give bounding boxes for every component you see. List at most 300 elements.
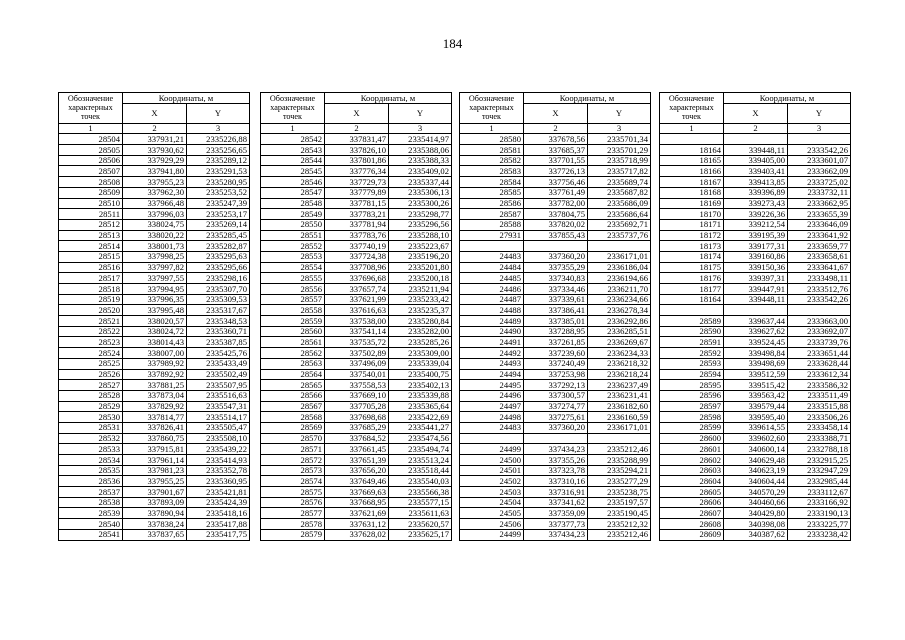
point-id: 28559 [261, 316, 325, 327]
table-row [660, 497, 851, 508]
table-row [460, 326, 651, 337]
point-id: 24489 [460, 316, 524, 327]
y-coordinate: 2335577,15 [389, 497, 452, 508]
x-coordinate: 337292,13 [524, 380, 588, 391]
y-coordinate: 2333739,76 [788, 337, 851, 348]
point-id: 24501 [460, 465, 524, 476]
x-coordinate: 337385,01 [524, 316, 588, 327]
x-coordinate: 337540,01 [325, 369, 389, 380]
y-coordinate: 2335282,00 [389, 326, 452, 337]
y-coordinate: 2335360,71 [187, 326, 250, 337]
coordinates-table-1 [58, 92, 250, 541]
table-row [660, 380, 851, 391]
x-coordinate: 337649,46 [325, 476, 389, 487]
column-number-3: 3 [588, 123, 651, 134]
point-id: 28606 [660, 497, 724, 508]
table-row [460, 262, 651, 273]
table-row [660, 412, 851, 423]
table-row [460, 497, 651, 508]
table-row [59, 241, 250, 252]
point-id: 28593 [660, 358, 724, 369]
point-id: 28552 [261, 241, 325, 252]
x-coordinate: 337781,15 [325, 198, 389, 209]
coordinates-header: Координаты, м [123, 93, 250, 104]
point-id: 28573 [261, 465, 325, 476]
x-coordinate: 337310,16 [524, 476, 588, 487]
x-coordinate: 338024,75 [123, 219, 187, 230]
table-row [261, 326, 452, 337]
table-row [460, 187, 651, 198]
y-coordinate: 2335400,75 [389, 369, 452, 380]
table-row [660, 529, 851, 540]
point-id: 28571 [261, 444, 325, 455]
y-coordinate: 2333511,49 [788, 390, 851, 401]
table-row [261, 166, 452, 177]
table-row [261, 358, 452, 369]
y-coordinate: 2333388,71 [788, 433, 851, 444]
y-coordinate: 2333515,88 [788, 401, 851, 412]
x-coordinate: 340623,19 [724, 465, 788, 476]
x-coordinate: 337698,68 [325, 412, 389, 423]
table-row [261, 241, 452, 252]
x-coordinate: 339579,44 [724, 401, 788, 412]
point-id: 28579 [261, 529, 325, 540]
point-id: 24491 [460, 337, 524, 348]
point-id: 28577 [261, 508, 325, 519]
x-coordinate: 337355,29 [524, 262, 588, 273]
y-coordinate: 2336171,01 [588, 251, 651, 262]
point-id: 28601 [660, 444, 724, 455]
table-row [660, 326, 851, 337]
y-coordinate: 2333506,26 [788, 412, 851, 423]
y-coordinate: 2335388,33 [389, 155, 452, 166]
point-id: 24485 [460, 273, 524, 284]
point-id: 28555 [261, 273, 325, 284]
y-header: Y [187, 103, 250, 123]
y-coordinate: 2335687,82 [588, 187, 651, 198]
point-id: 28594 [660, 369, 724, 380]
point-id: 28549 [261, 209, 325, 220]
x-coordinate: 337838,24 [123, 519, 187, 530]
x-coordinate: 337989,92 [123, 358, 187, 369]
y-coordinate: 2335212,46 [588, 444, 651, 455]
table-row [660, 390, 851, 401]
table-row [660, 134, 851, 145]
column-number-1: 1 [59, 123, 123, 134]
table-row [59, 455, 250, 466]
x-coordinate: 337966,48 [123, 198, 187, 209]
x-coordinate: 337740,19 [325, 241, 389, 252]
y-coordinate: 2335288,10 [389, 230, 452, 241]
table-row [59, 262, 250, 273]
point-id: 28505 [59, 145, 123, 156]
x-coordinate: 337997,55 [123, 273, 187, 284]
coordinates-table-2 [260, 92, 452, 541]
y-coordinate: 2336182,60 [588, 401, 651, 412]
table-row [59, 316, 250, 327]
x-header: X [524, 103, 588, 123]
x-coordinate: 337783,21 [325, 209, 389, 220]
y-coordinate: 2335309,00 [389, 348, 452, 359]
point-id: 28547 [261, 187, 325, 198]
table-row [660, 422, 851, 433]
y-coordinate: 2333663,00 [788, 316, 851, 327]
x-coordinate: 337696,68 [325, 273, 389, 284]
point-id: 28561 [261, 337, 325, 348]
table-row [660, 337, 851, 348]
designation-header: Обозначение характерных точек [460, 93, 524, 124]
table-row [59, 444, 250, 455]
y-coordinate: 2335502,49 [187, 369, 250, 380]
x-coordinate: 339498,84 [724, 348, 788, 359]
point-id: 28589 [660, 316, 724, 327]
x-coordinate: 340429,80 [724, 508, 788, 519]
y-coordinate: 2336194,66 [588, 273, 651, 284]
point-id: 28569 [261, 422, 325, 433]
y-coordinate: 2335201,80 [389, 262, 452, 273]
y-coordinate: 2333112,67 [788, 487, 851, 498]
x-coordinate: 337355,26 [524, 455, 588, 466]
point-id: 28542 [261, 134, 325, 145]
table-row [261, 155, 452, 166]
point-id: 28531 [59, 422, 123, 433]
point-id: 24505 [460, 508, 524, 519]
point-id: 18170 [660, 209, 724, 220]
table-row [261, 401, 452, 412]
table-row [460, 219, 651, 230]
table-row [59, 177, 250, 188]
table-row [660, 369, 851, 380]
y-coordinate: 2335280,95 [187, 177, 250, 188]
table-row [261, 412, 452, 423]
y-coordinate: 2335387,85 [187, 337, 250, 348]
table-row [460, 422, 651, 433]
table-row [660, 316, 851, 327]
point-id: 18166 [660, 166, 724, 177]
y-coordinate: 2335518,44 [389, 465, 452, 476]
y-coordinate: 2335288,99 [588, 455, 651, 466]
y-coordinate: 2335280,84 [389, 316, 452, 327]
x-coordinate: 337275,61 [524, 412, 588, 423]
y-coordinate: 2335294,21 [588, 465, 651, 476]
table-row [660, 284, 851, 295]
table-row [460, 251, 651, 262]
y-coordinate: 2335686,09 [588, 198, 651, 209]
table-row [59, 401, 250, 412]
x-coordinate: 337961,14 [123, 455, 187, 466]
point-id [460, 241, 524, 252]
x-coordinate: 338024,72 [123, 326, 187, 337]
x-coordinate: 337621,69 [325, 508, 389, 519]
point-id: 28605 [660, 487, 724, 498]
table-row [59, 358, 250, 369]
x-coordinate: 337685,37 [524, 145, 588, 156]
table-row [261, 422, 452, 433]
x-coordinate: 337541,14 [325, 326, 389, 337]
x-coordinate: 339524,45 [724, 337, 788, 348]
y-coordinate: 2335339,88 [389, 390, 452, 401]
table-row [460, 230, 651, 241]
point-id: 28551 [261, 230, 325, 241]
y-coordinate: 2335414,97 [389, 134, 452, 145]
point-id: 18167 [660, 177, 724, 188]
x-coordinate: 337434,23 [524, 444, 588, 455]
table-row [460, 209, 651, 220]
y-coordinate: 2335686,64 [588, 209, 651, 220]
table-row [261, 476, 452, 487]
x-coordinate: 339396,89 [724, 187, 788, 198]
table-row [261, 230, 452, 241]
x-coordinate: 337837,65 [123, 529, 187, 540]
x-coordinate: 337669,63 [325, 487, 389, 498]
y-coordinate: 2335306,13 [389, 187, 452, 198]
point-id: 18168 [660, 187, 724, 198]
table-row [59, 166, 250, 177]
y-coordinate: 2332788,18 [788, 444, 851, 455]
y-coordinate: 2333628,44 [788, 358, 851, 369]
y-coordinate: 2335701,34 [588, 134, 651, 145]
y-coordinate: 2335516,63 [187, 390, 250, 401]
x-coordinate: 337661,45 [325, 444, 389, 455]
y-coordinate: 2335547,31 [187, 401, 250, 412]
x-coordinate: 337855,43 [524, 230, 588, 241]
point-id: 24493 [460, 358, 524, 369]
y-coordinate: 2336218,24 [588, 369, 651, 380]
x-coordinate: 337240,49 [524, 358, 588, 369]
point-id: 28578 [261, 519, 325, 530]
y-coordinate: 2335689,74 [588, 177, 651, 188]
table-row [660, 219, 851, 230]
y-coordinate: 2333601,07 [788, 155, 851, 166]
table-row [460, 401, 651, 412]
y-coordinate: 2335701,29 [588, 145, 651, 156]
x-coordinate: 337729,73 [325, 177, 389, 188]
table-row [59, 412, 250, 423]
y-coordinate: 2335317,67 [187, 305, 250, 316]
x-coordinate: 337708,96 [325, 262, 389, 273]
point-id: 28560 [261, 326, 325, 337]
point-id: 28570 [261, 433, 325, 444]
x-coordinate: 339177,31 [724, 241, 788, 252]
designation-header: Обозначение характерных точек [660, 93, 724, 124]
table-row [660, 187, 851, 198]
point-id: 28584 [460, 177, 524, 188]
designation-header: Обозначение характерных точек [59, 93, 123, 124]
point-id: 28598 [660, 412, 724, 423]
y-coordinate: 2335625,17 [389, 529, 452, 540]
point-id: 28582 [460, 155, 524, 166]
y-coordinate [588, 241, 651, 252]
point-id: 28528 [59, 390, 123, 401]
x-coordinate [524, 241, 588, 252]
table-row [660, 487, 851, 498]
point-id: 18173 [660, 241, 724, 252]
table-row [261, 497, 452, 508]
x-coordinate: 337628,02 [325, 529, 389, 540]
table-row [59, 198, 250, 209]
point-id: 28604 [660, 476, 724, 487]
x-coordinate: 337981,23 [123, 465, 187, 476]
table-row [460, 177, 651, 188]
table-row [460, 316, 651, 327]
point-id: 28585 [460, 187, 524, 198]
x-coordinate: 337997,82 [123, 262, 187, 273]
point-id: 28527 [59, 380, 123, 391]
x-coordinate: 340604,44 [724, 476, 788, 487]
y-coordinate: 2335197,57 [588, 497, 651, 508]
point-id: 28514 [59, 241, 123, 252]
x-coordinate: 337994,95 [123, 284, 187, 295]
point-id: 24488 [460, 305, 524, 316]
point-id: 28509 [59, 187, 123, 198]
table-row [59, 305, 250, 316]
x-coordinate: 337804,75 [524, 209, 588, 220]
x-coordinate: 337930,62 [123, 145, 187, 156]
x-coordinate: 337931,21 [123, 134, 187, 145]
x-coordinate: 339627,62 [724, 326, 788, 337]
table-row [660, 444, 851, 455]
x-coordinate: 337377,73 [524, 519, 588, 530]
y-coordinate: 2335737,76 [588, 230, 651, 241]
table-row [261, 251, 452, 262]
x-coordinate: 337678,56 [524, 134, 588, 145]
x-coordinate: 337873,04 [123, 390, 187, 401]
x-coordinate: 338001,73 [123, 241, 187, 252]
y-coordinate: 2336234,33 [588, 348, 651, 359]
x-coordinate: 337781,94 [325, 219, 389, 230]
x-coordinate: 337783,76 [325, 230, 389, 241]
x-coordinate: 337995,48 [123, 305, 187, 316]
x-header: X [724, 103, 788, 123]
point-id: 28588 [460, 219, 524, 230]
x-coordinate: 337801,86 [325, 155, 389, 166]
x-coordinate: 337538,00 [325, 316, 389, 327]
x-coordinate: 339447,91 [724, 284, 788, 295]
point-id: 28564 [261, 369, 325, 380]
table-row [460, 380, 651, 391]
y-coordinate: 2335289,12 [187, 155, 250, 166]
point-id: 28566 [261, 390, 325, 401]
point-id: 28513 [59, 230, 123, 241]
y-coordinate: 2335339,04 [389, 358, 452, 369]
point-id: 24503 [460, 487, 524, 498]
y-coordinate: 2336234,66 [588, 294, 651, 305]
point-id: 28533 [59, 444, 123, 455]
y-header: Y [788, 103, 851, 123]
y-coordinate: 2333692,07 [788, 326, 851, 337]
point-id: 28558 [261, 305, 325, 316]
x-coordinate: 338020,22 [123, 230, 187, 241]
x-coordinate: 337860,75 [123, 433, 187, 444]
point-id: 28530 [59, 412, 123, 423]
x-coordinate: 337502,89 [325, 348, 389, 359]
x-coordinate: 337434,23 [524, 529, 588, 540]
x-coordinate: 339614,55 [724, 422, 788, 433]
table-row [261, 209, 452, 220]
point-id: 18164 [660, 294, 724, 305]
y-coordinate: 2335296,56 [389, 219, 452, 230]
point-id: 28532 [59, 433, 123, 444]
table-row [59, 145, 250, 156]
table-row [660, 455, 851, 466]
table-row [660, 273, 851, 284]
point-id: 28529 [59, 401, 123, 412]
table-row [59, 508, 250, 519]
y-coordinate: 2333498,11 [788, 273, 851, 284]
point-id [660, 305, 724, 316]
point-id: 28507 [59, 166, 123, 177]
x-coordinate: 337288,95 [524, 326, 588, 337]
point-id: 24502 [460, 476, 524, 487]
y-coordinate: 2335223,67 [389, 241, 452, 252]
table-row [59, 348, 250, 359]
y-coordinate: 2335298,16 [187, 273, 250, 284]
y-coordinate: 2333542,26 [788, 145, 851, 156]
x-coordinate: 337915,81 [123, 444, 187, 455]
y-coordinate: 2335337,44 [389, 177, 452, 188]
point-id: 24504 [460, 497, 524, 508]
designation-header: Обозначение характерных точек [261, 93, 325, 124]
table-row [460, 284, 651, 295]
x-coordinate: 338014,43 [123, 337, 187, 348]
x-coordinate: 337996,35 [123, 294, 187, 305]
y-coordinate: 2333238,42 [788, 529, 851, 540]
x-coordinate: 337955,23 [123, 177, 187, 188]
y-coordinate: 2335425,76 [187, 348, 250, 359]
point-id: 28581 [460, 145, 524, 156]
x-coordinate: 337684,52 [325, 433, 389, 444]
table-row [59, 209, 250, 220]
y-coordinate: 2336218,32 [588, 358, 651, 369]
column-number-1: 1 [460, 123, 524, 134]
y-coordinate: 2335417,75 [187, 529, 250, 540]
x-coordinate: 340398,08 [724, 519, 788, 530]
y-coordinate: 2335212,32 [588, 519, 651, 530]
x-coordinate: 337724,38 [325, 251, 389, 262]
x-coordinate: 337631,12 [325, 519, 389, 530]
y-coordinate: 2335269,14 [187, 219, 250, 230]
x-coordinate: 337239,60 [524, 348, 588, 359]
y-coordinate: 2336186,04 [588, 262, 651, 273]
y-coordinate: 2335507,95 [187, 380, 250, 391]
coordinates-header: Координаты, м [724, 93, 851, 104]
y-coordinate: 2335352,78 [187, 465, 250, 476]
y-coordinate: 2335494,74 [389, 444, 452, 455]
point-id: 18176 [660, 273, 724, 284]
y-coordinate: 2335309,53 [187, 294, 250, 305]
y-coordinate: 2335414,93 [187, 455, 250, 466]
table-row [59, 422, 250, 433]
x-coordinate: 337616,63 [325, 305, 389, 316]
table-row [460, 529, 651, 540]
column-number-3: 3 [187, 123, 250, 134]
point-id: 28538 [59, 497, 123, 508]
point-id: 24492 [460, 348, 524, 359]
point-id: 28572 [261, 455, 325, 466]
point-id: 28575 [261, 487, 325, 498]
table-row [261, 369, 452, 380]
point-id: 24496 [460, 390, 524, 401]
table-row [460, 337, 651, 348]
x-coordinate: 339602,60 [724, 433, 788, 444]
point-id: 28567 [261, 401, 325, 412]
table-row [460, 476, 651, 487]
point-id: 18164 [660, 145, 724, 156]
point-id: 24497 [460, 401, 524, 412]
table-row [460, 305, 651, 316]
y-coordinate: 2335439,22 [187, 444, 250, 455]
point-id: 28518 [59, 284, 123, 295]
